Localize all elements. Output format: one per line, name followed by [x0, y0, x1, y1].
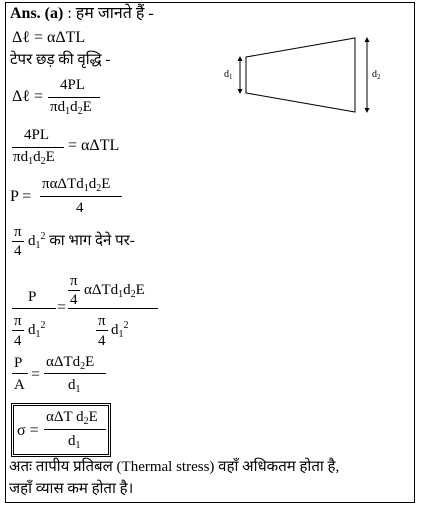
- eq5-right-bar: [68, 308, 158, 309]
- eq5-right-den-pi: π: [98, 313, 106, 329]
- eq5-right-den-bar: [96, 330, 108, 331]
- conclusion-line-2: जहाँ व्यास कम होता है।: [9, 481, 134, 497]
- divide-fraction-bar: [12, 241, 24, 242]
- eq2-numerator: 4PL: [60, 77, 86, 93]
- eq2-denominator: $\pi d_1d_2E$: [50, 99, 92, 117]
- answer-label: Ans. (a): [10, 5, 64, 22]
- conclusion-line-1: अतः तापीय प्रतिबल (Thermal stress) वहाँ अधिकतम होता है,: [9, 459, 340, 475]
- eq4-lhs: P =: [10, 188, 32, 205]
- answer-intro: : हम जानते हैं -: [63, 5, 154, 22]
- eq7-bar: [44, 429, 106, 430]
- eq3-denominator: $\pi d_1d_2E$: [13, 149, 55, 167]
- equation-expansion: Δℓ = αΔTL: [12, 29, 86, 46]
- answer-heading: [10, 6, 154, 22]
- eq3-numerator: 4PL: [24, 127, 50, 143]
- eq4-numerator: $\pi\alpha\Delta Td_1d_2E$: [42, 176, 111, 194]
- divide-pi: π: [14, 224, 22, 240]
- taper-rod-text: टेपर छड़ की वृद्धि -: [10, 52, 111, 68]
- eq5-equals: =: [57, 299, 67, 316]
- eq5-right-pi: π: [70, 273, 78, 289]
- eq2-fraction-bar: [48, 97, 100, 98]
- figure-label-d2: $d_2$: [372, 69, 381, 81]
- eq5-left-bar: [12, 308, 56, 309]
- divide-four: 4: [14, 243, 22, 259]
- eq5-right-den-d: $d_1^2$: [111, 320, 129, 340]
- eq3-fraction-bar: [12, 147, 64, 148]
- eq5-left-small-bar: [12, 330, 24, 331]
- eq6-A: A: [14, 377, 25, 393]
- eq5-right-den-four: 4: [98, 333, 106, 349]
- eq5-right-four: 4: [70, 292, 78, 308]
- eq3-rhs: = αΔTL: [68, 137, 120, 154]
- eq6-right-bar: [44, 373, 106, 374]
- eq5-left-four: 4: [14, 333, 22, 349]
- eq7-denominator: $d_1$: [68, 433, 81, 451]
- eq6-left-bar: [12, 373, 28, 374]
- eq6-numerator: αΔTd$_2$E: [46, 354, 95, 372]
- eq7-lhs: σ =: [17, 422, 39, 439]
- eq5-left-numerator: P: [28, 289, 37, 305]
- eq5-right-numerator: $\alpha\Delta Td_1d_2E$: [84, 282, 145, 300]
- eq5-left-pi: π: [14, 313, 22, 329]
- eq5-right-small-bar: [68, 290, 80, 291]
- eq6-P: P: [14, 355, 23, 371]
- eq4-fraction-bar: [40, 196, 122, 197]
- eq6-equals: =: [31, 366, 41, 383]
- eq5-left-d: $d_1^2$: [28, 320, 46, 340]
- figure-label-d1: $d_1$: [224, 69, 233, 81]
- eq7-numerator: αΔT $d_2E$: [46, 409, 98, 427]
- eq4-denominator: 4: [76, 200, 84, 216]
- divide-text: $d_1^2$ का भाग देने पर-: [28, 231, 135, 251]
- eq6-denominator: $d_1$: [68, 377, 81, 395]
- eq2-lhs: Δℓ =: [12, 88, 43, 105]
